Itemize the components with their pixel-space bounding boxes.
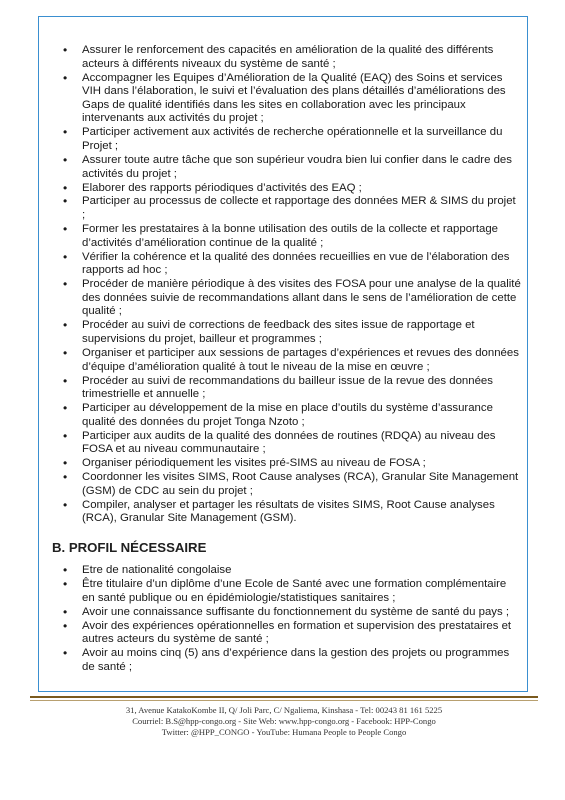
footer-address: 31, Avenue KatakoKombe II, Q/ Joli Parc, C/ Ngaliema, Kinshasa - Tel: 00243 81 161 5225 <box>125 705 443 715</box>
list-item: • Etre de nationalité congolaise <box>60 564 522 578</box>
profile-list <box>60 564 522 674</box>
footer-social: Twitter: @HPP_CONGO - YouTube: Humana People to People Congo <box>161 727 407 737</box>
list-item: • Procéder de manière périodique à des visites des FOSA pour une analyse de la qualité des données suivie de recommandations allant dans le sens de l’amélioration de cette qualité ; <box>60 278 522 319</box>
list-item: • Assurer toute autre tâche que son supérieur voudra bien lui confier dans le cadre des activités du projet ; <box>60 154 522 181</box>
footer-contacts: Courriel: B.S@hpp-congo.org - Site Web: www.hpp-congo.org - Facebook: HPP-Congo <box>132 716 436 726</box>
footer-divider <box>30 696 538 698</box>
list-item: • Former les prestataires à la bonne utilisation des outils de la collecte et rapportage d’activités d’amélioration continue de la qualité ; <box>60 223 522 250</box>
list-item: • Vérifier la cohérence et la qualité des données recueillies en vue de l’élaboration des rapports ad hoc ; <box>60 251 522 278</box>
list-item: • Compiler, analyser et partager les résultats de visites SIMS, Root Cause analyses (RCA), Granular Site Management (GSM). <box>60 499 522 526</box>
document-body <box>52 44 522 675</box>
list-item: • Assurer le renforcement des capacités en amélioration de la qualité des différents acteurs à différents niveaux du système de santé ; <box>60 44 522 71</box>
list-item: • Elaborer des rapports périodiques d’activités des EAQ ; <box>60 182 522 196</box>
list-item: • Participer activement aux activités de recherche opérationnelle et la surveillance du Projet ; <box>60 126 522 153</box>
list-item: • Avoir une connaissance suffisante du fonctionnement du système de santé du pays ; <box>60 606 522 620</box>
list-item: • Accompagner les Equipes d’Amélioration de la Qualité (EAQ) des Soins et services VIH dans l’élaboration, le suivi et l’évaluation des plans détaillés d’améliorations des Gaps de qualité identifiés dans les sites en collaboration avec les principaux intervenants aux activités du projet ; <box>60 72 522 126</box>
footer-divider-thin <box>30 700 538 701</box>
footer <box>30 705 538 738</box>
list-item: • Participer au développement de la mise en place d’outils du système d’assurance qualité des données du projet Tonga Nzoto ; <box>60 402 522 429</box>
list-item: • Avoir au moins cinq (5) ans d’expérience dans la gestion des projets ou programmes de santé ; <box>60 647 522 674</box>
list-item: • Avoir des expériences opérationnelles en formation et supervision des prestataires et autres acteurs du système de santé ; <box>60 620 522 647</box>
list-item: • Procéder au suivi de corrections de feedback des sites issue de rapportage et supervisions du projet, bailleur et programmes ; <box>60 319 522 346</box>
list-item: • Participer au processus de collecte et rapportage des données MER & SIMS du projet ; <box>60 195 522 222</box>
section-title: B. PROFIL NÉCESSAIRE <box>52 540 207 556</box>
list-item: • Organiser et participer aux sessions de partages d’expériences et revues des données d’équipe d’amélioration qualité à tout le niveau de la mise en œuvre ; <box>60 347 522 374</box>
list-item: • Coordonner les visites SIMS, Root Cause analyses (RCA), Granular Site Management (GSM) de CDC au sein du projet ; <box>60 471 522 498</box>
list-item: • Être titulaire d’un diplôme d’une Ecole de Santé avec une formation complémentaire en santé publique ou en épidémiologie/statistiques sanitaires ; <box>60 578 522 605</box>
list-item: • Participer aux audits de la qualité des données de routines (RDQA) au niveau des FOSA et au niveau communautaire ; <box>60 430 522 457</box>
activities-list <box>60 44 522 526</box>
list-item: • Organiser périodiquement les visites pré-SIMS au niveau de FOSA ; <box>60 457 522 471</box>
list-item: • Procéder au suivi de recommandations du bailleur issue de la revue des données trimestrielle et annuelle ; <box>60 375 522 402</box>
